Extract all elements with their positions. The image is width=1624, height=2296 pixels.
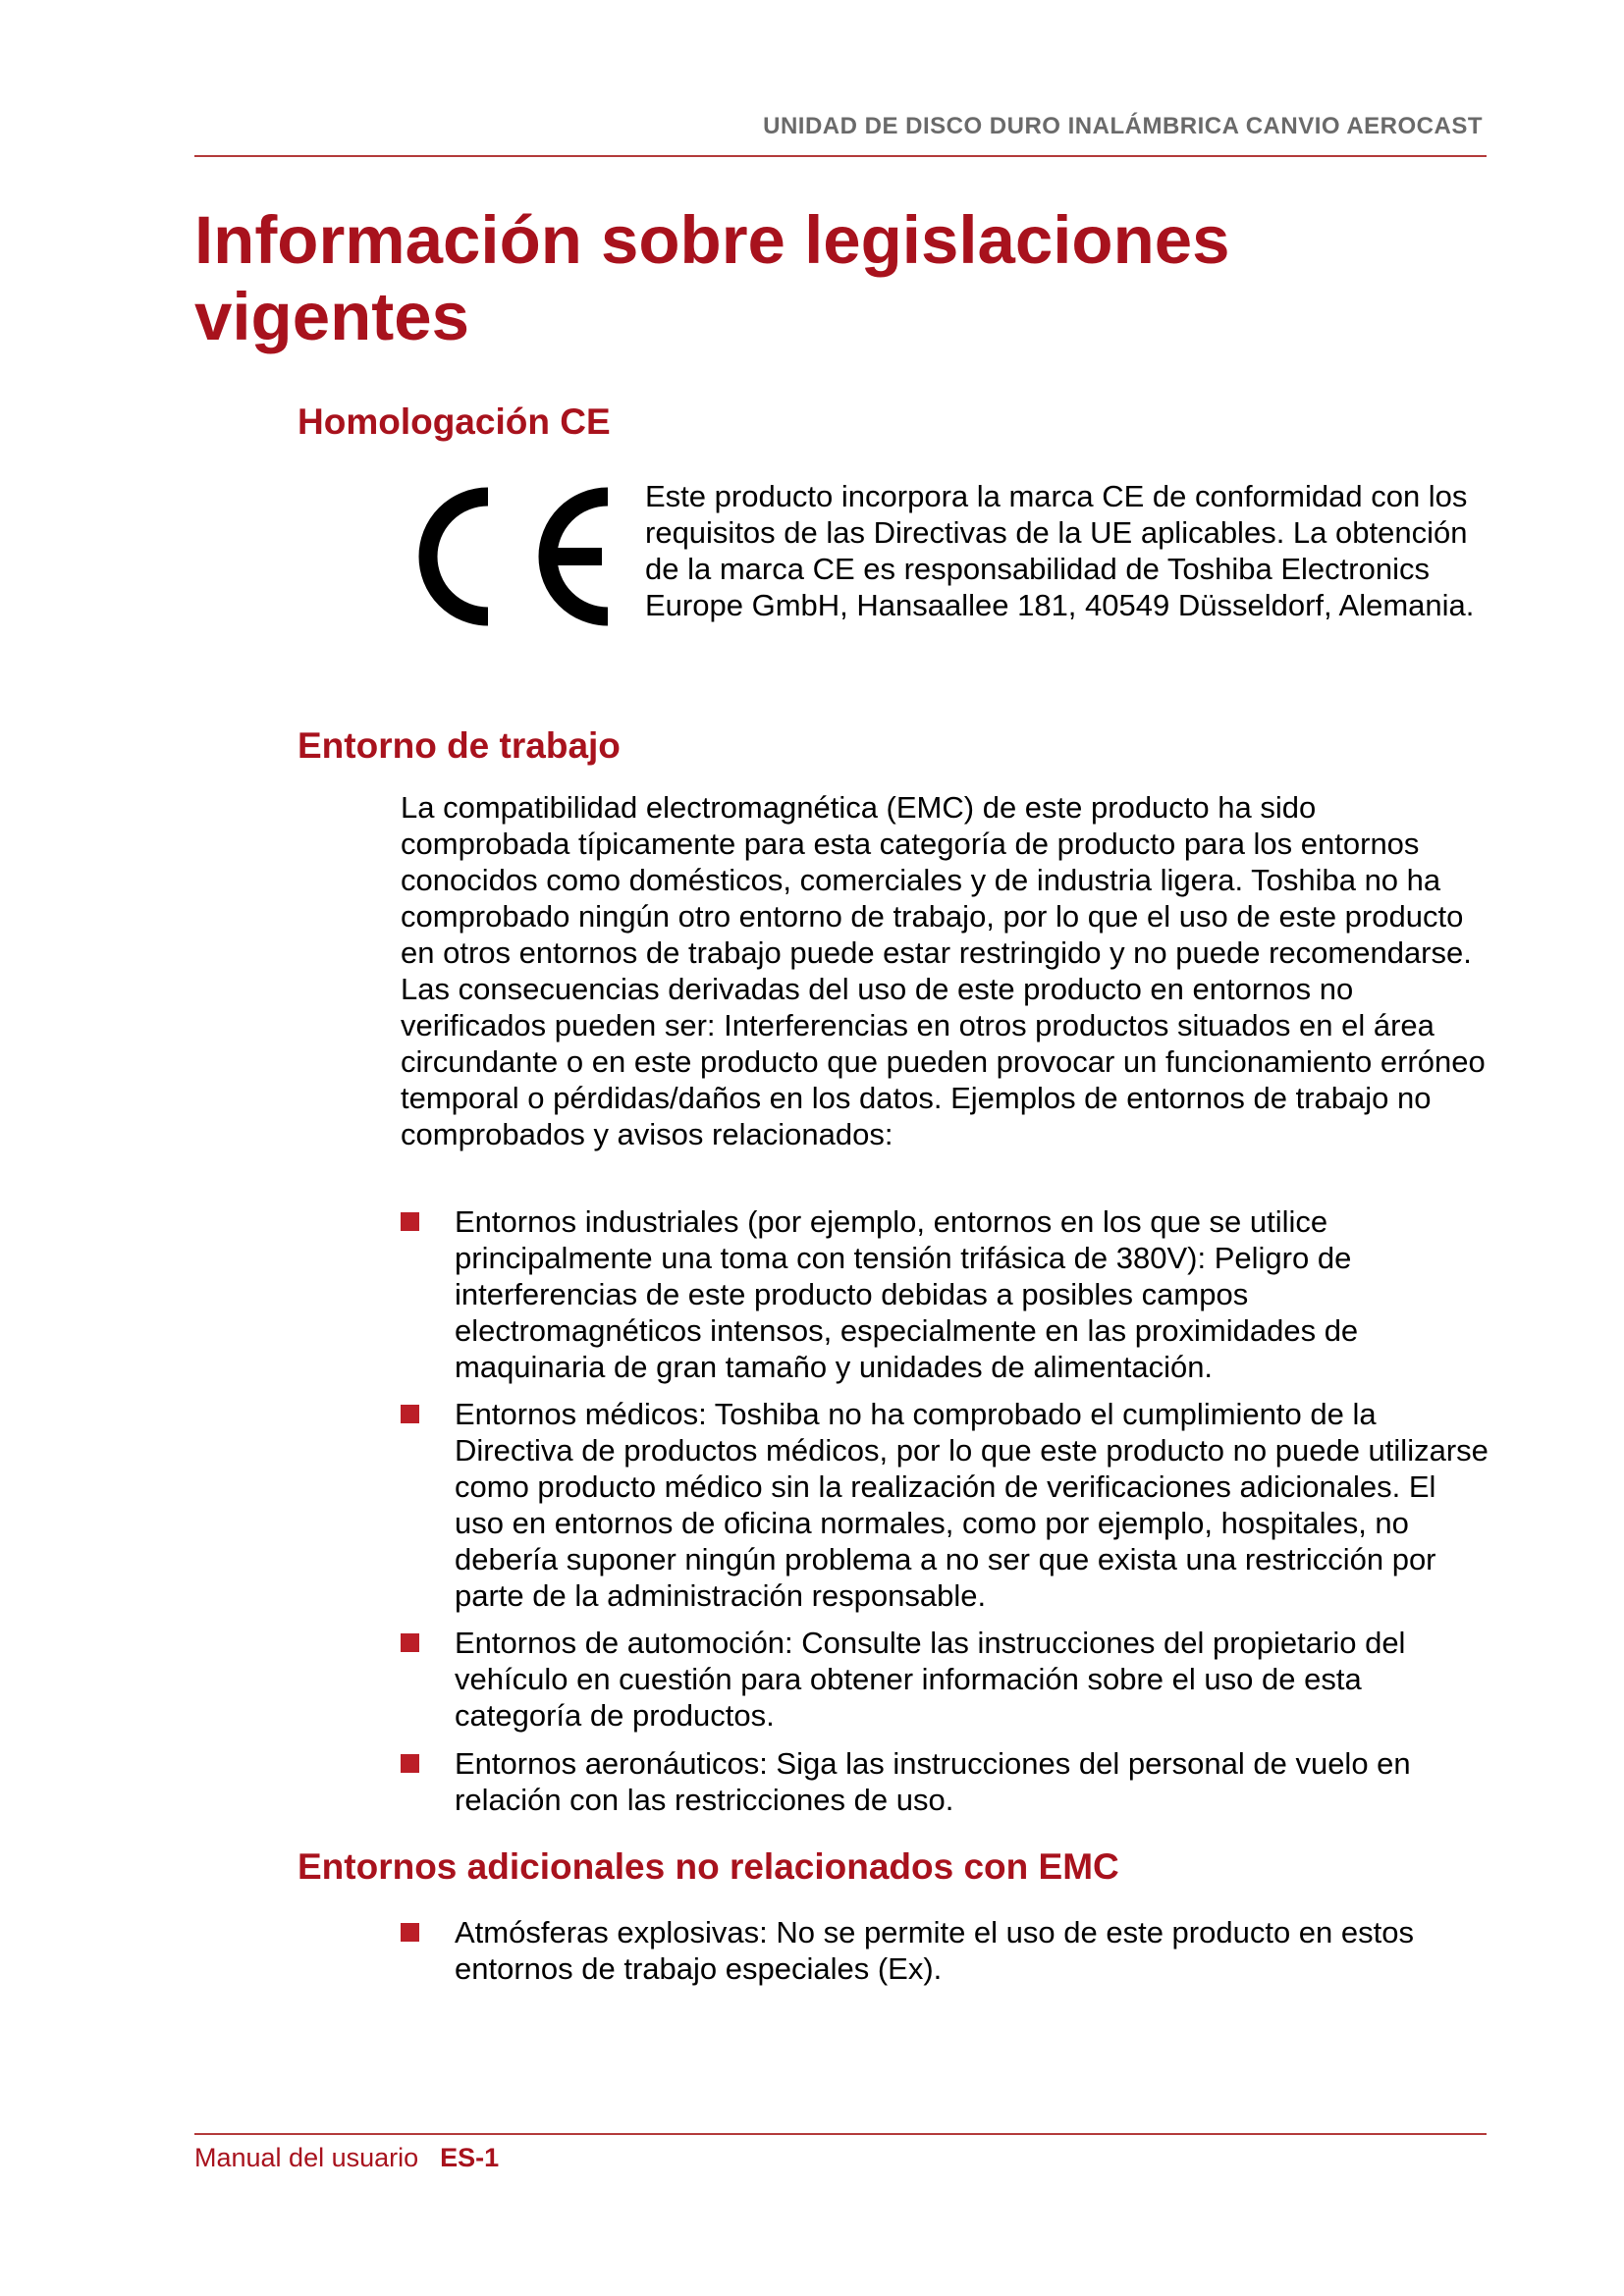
page-title: Información sobre legislaciones vigentes <box>194 202 1230 354</box>
list-item-text: Entornos industriales (por ejemplo, entornos en los que se utilice principalmente una toma con tensión trifásica de 380V): Peligro de interferencias de este producto debidas a posibles campos electromagnéticos intensos, especialmente en las proximidades de maquinaria de gran tamaño y unidades de alimentación. <box>455 1204 1359 1384</box>
running-header: UNIDAD DE DISCO DURO INALÁMBRICA CANVIO AEROCAST <box>763 113 1483 139</box>
ce-description: Este producto incorpora la marca CE de conformidad con los requisitos de las Directivas de la UE aplicables. La obtención de la marca CE es responsabilidad de Toshiba Electronics Europe GmbH, Hansaallee 181, 40549 Düsseldorf, Alemania. <box>645 479 1475 622</box>
bullet-square-icon <box>401 1923 419 1942</box>
bullet-square-icon <box>401 1633 419 1652</box>
footer-label: Manual del usuario <box>194 2143 419 2172</box>
bullet-square-icon <box>401 1405 419 1423</box>
page-footer <box>194 2141 499 2174</box>
bullet-square-icon <box>401 1212 419 1231</box>
page-number: ES-1 <box>440 2143 500 2172</box>
section-heading-work-environment: Entorno de trabajo <box>298 725 621 766</box>
footer-divider <box>194 2133 1487 2135</box>
list-item-text: Entornos aeronáuticos: Siga las instrucciones del personal de vuelo en relación con las restricciones de uso. <box>455 1746 1411 1817</box>
ce-mark-icon <box>407 483 612 630</box>
work-environment-description: La compatibilidad electromagnética (EMC) de este producto ha sido comprobada típicamente para esta categoría de producto para los entornos conocidos como domésticos, comerciales y de industria ligera. Toshiba no ha comprobado ningún otro entorno de trabajo, por lo que el uso de este producto en otros entornos de trabajo puede estar restringido y no puede recomendarse. Las consecuencias derivadas del uso de este producto en entornos no verificados pueden ser: Interferencias en otros productos situados en el área circundante o en este producto que pueden provocar un funcionamiento erróneo temporal o pérdidas/daños en los datos. Ejemplos de entornos de trabajo no comprobados y avisos relacionados: <box>401 790 1486 1151</box>
section-heading-non-emc: Entornos adicionales no relacionados con EMC <box>298 1846 1119 1887</box>
list-item-text: Entornos médicos: Toshiba no ha comprobado el cumplimiento de la Directiva de productos médicos, por lo que este producto no puede utilizarse como producto médico sin la realización de verificaciones adicionales. El uso en entornos de oficina normales, como por ejemplo, hospitales, no debería suponer ningún problema a no ser que exista una restricción por parte de la administración responsable. <box>455 1397 1489 1613</box>
header-divider <box>194 155 1487 157</box>
list-item-text: Entornos de automoción: Consulte las instrucciones del propietario del vehículo en cuestión para obtener información sobre el uso de esta categoría de productos. <box>455 1626 1406 1733</box>
bullet-square-icon <box>401 1754 419 1773</box>
list-item-text: Atmósferas explosivas: No se permite el uso de este producto en estos entornos de trabajo especiales (Ex). <box>455 1915 1414 1986</box>
section-heading-ce: Homologación CE <box>298 401 611 442</box>
